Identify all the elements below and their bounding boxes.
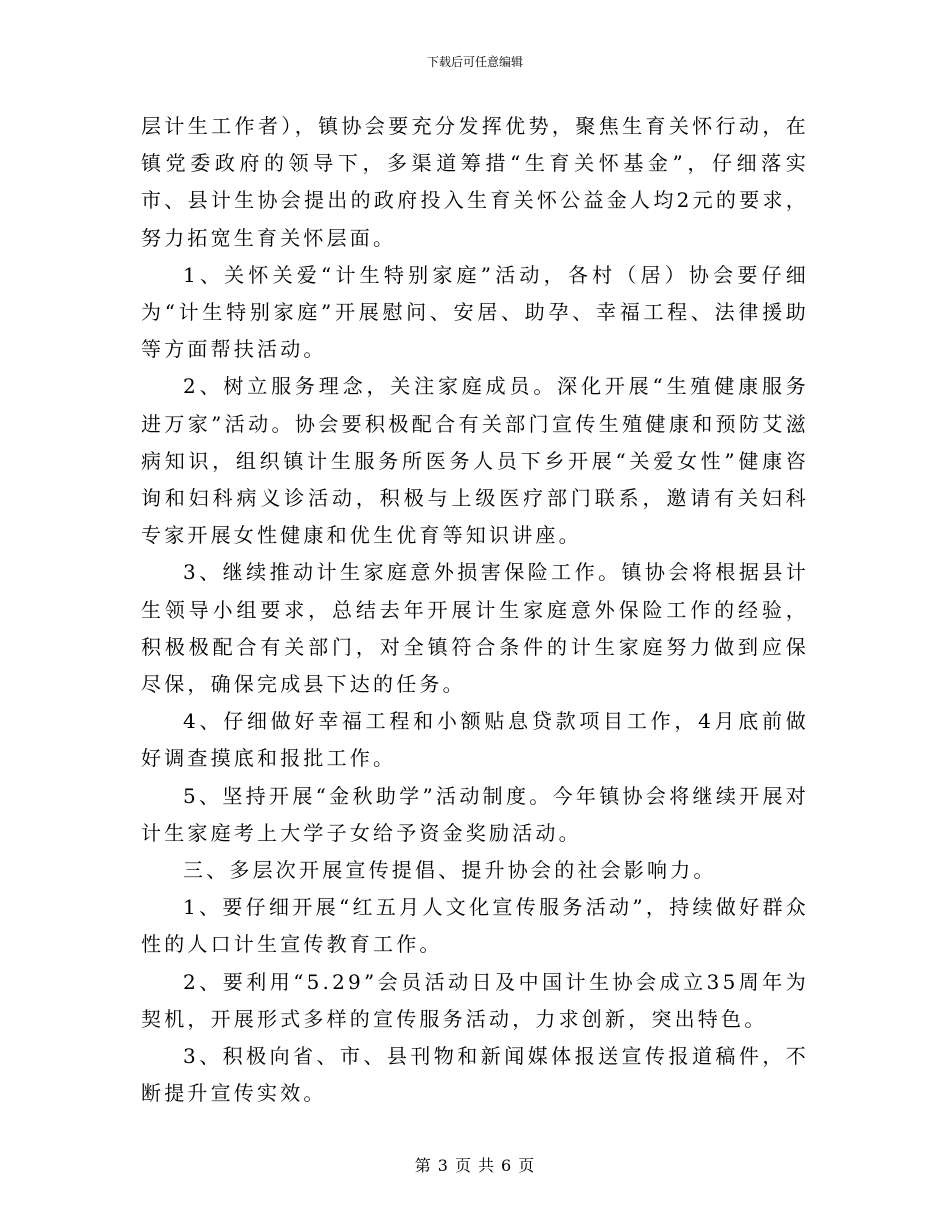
footer-mid: 页 共: [454, 1156, 496, 1175]
paragraph-continuation: 层计生工作者），镇协会要充分发挥优势，聚焦生育关怀行动，在镇党委政府的领导下，多渠道筹措“生育关怀基金”，仔细落实市、县计生协会提出的政府投入生育关怀公益金人均2元的要求，努力拓宽生育关怀层面。: [141, 114, 809, 250]
page-footer: [0, 1155, 950, 1177]
paragraph-item: 5、坚持开展“金秋助学”活动制度。今年镇协会将继续开展对计生家庭考上大学子女给予资金奖励活动。: [141, 783, 809, 845]
paragraph-item: 3、继续推动计生家庭意外损害保险工作。镇协会将根据县计生领导小组要求，总结去年开展计生家庭意外保险工作的经验，积极极配合有关部门，对全镇符合条件的计生家庭努力做到应保尽保，确保完成县下达的任务。: [141, 560, 809, 697]
paragraph-item: 2、树立服务理念，关注家庭成员。深化开展“生殖健康服务进万家”活动。协会要积极配合有关部门宣传生殖健康和预防艾滋病知识，组织镇计生服务所医务人员下乡开展“关爱女性”健康咨询和妇科病义诊活动，积极与上级医疗部门联系，邀请有关妇科专家开展女性健康和优生优育等知识讲座。: [141, 374, 809, 548]
footer-prefix: 第: [414, 1156, 432, 1175]
page-number: 3: [437, 1156, 449, 1175]
page-header: 下载后可任意编辑: [426, 55, 523, 69]
total-pages: 6: [501, 1156, 513, 1175]
paragraph-item: 1、要仔细开展“红五月人文化宣传服务活动”，持续做好群众性的人口计生宣传教育工作。: [141, 895, 809, 957]
paragraph-item: 4、仔细做好幸福工程和小额贴息贷款项目工作，4月底前做好调查摸底和报批工作。: [141, 709, 809, 771]
document-body: [141, 108, 809, 1112]
paragraph-item: 3、积极向省、市、县刊物和新闻媒体报送宣传报道稿件，不断提升宣传实效。: [141, 1044, 809, 1106]
footer-suffix: 页: [518, 1156, 536, 1175]
paragraph-item: 1、关怀关爱“计生特别家庭”活动，各村（居）协会要仔细为“计生特别家庭”开展慰问、安居、助孕、幸福工程、法律援助等方面帮扶活动。: [141, 262, 809, 362]
paragraph-item: 2、要利用“5.29”会员活动日及中国计生协会成立35周年为契机，开展形式多样的宣传服务活动，力求创新，突出特色。: [141, 969, 809, 1031]
section-heading: 三、多层次开展宣传提倡、提升协会的社会影响力。: [183, 858, 717, 883]
